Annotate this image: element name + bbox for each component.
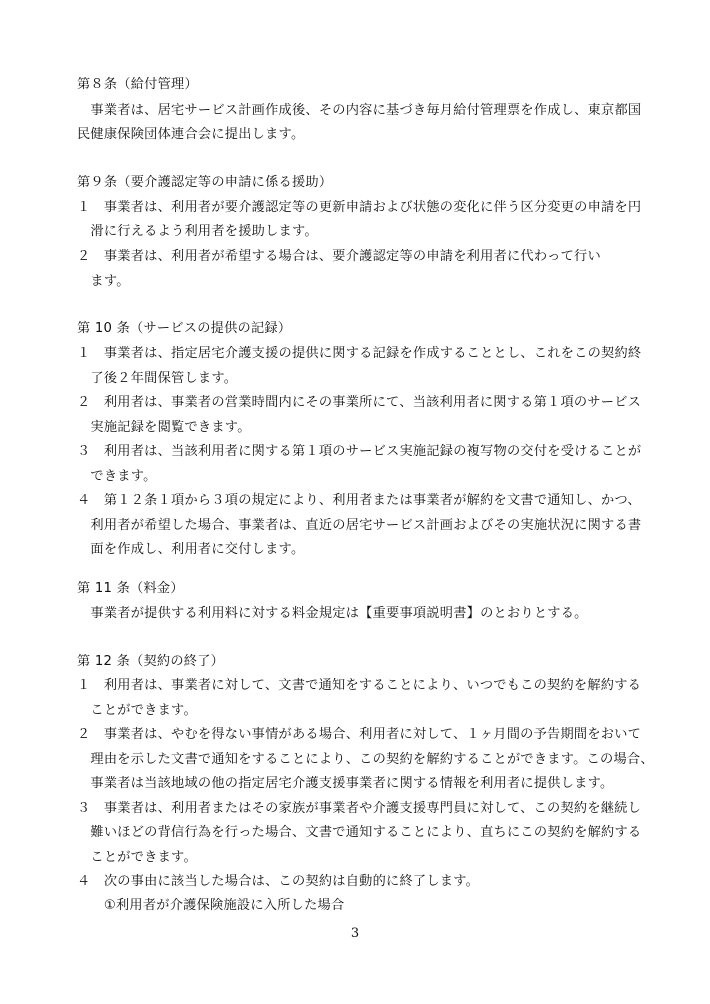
article-10-item-3: できます。 <box>77 469 157 484</box>
article-10-item-4: 利用者が希望した場合、事業者は、直近の居宅サービス計画およびその実施状況に関する書 <box>77 518 642 533</box>
article-9-item-1: １ 事業者は、利用者が要介護認定等の更新申請および状態の変化に伴う区分変更の申請を円 <box>77 200 642 215</box>
article-12-item-2: 事業者は当該地域の他の指定居宅介護支援事業者に関する情報を利用者に提供します。 <box>77 776 614 791</box>
article-8-text: 民健康保険団体連合会に提出します。 <box>77 127 305 142</box>
article-10-item-4: ４ 第１２条１項から３項の規定により、利用者または事業者が解約を文書で通知し、かつ、 <box>77 493 641 508</box>
article-12-heading: 第 12 条（契約の終了） <box>77 654 225 669</box>
article-10-item-2: 実施記録を閲覧できます。 <box>77 420 251 435</box>
article-11-heading: 第 11 条（料金） <box>77 581 184 596</box>
article-9-item-1: 滑に行えるよう利用者を援助します。 <box>77 224 318 239</box>
page-number: 3 <box>350 926 360 941</box>
article-12-item-2: ２ 事業者は、やむを得ない事情がある場合、利用者に対して、１ヶ月間の予告期間をおいて <box>77 727 642 742</box>
article-9-item-2: ２ 事業者は、利用者が希望する場合は、要介護認定等の申請を利用者に代わって行い <box>77 249 601 264</box>
article-10-item-4: 面を作成し、利用者に交付します。 <box>77 542 305 557</box>
article-12-item-3: ３ 事業者は、利用者またはその家族が事業者や介護支援専門員に対して、この契約を継続し <box>77 801 642 816</box>
article-12-item-3: 難いほどの背信行為を行った場合、文書で通知することにより、直ちにこの契約を解約する <box>77 825 642 840</box>
article-12-item-1: ことができます。 <box>77 703 197 718</box>
article-10-item-1: 了後２年間保管します。 <box>77 371 238 386</box>
article-10-item-1: １ 事業者は、指定居宅介護支援の提供に関する記録を作成することとし、これをこの契約終 <box>77 346 642 361</box>
article-8-heading: 第８条（給付管理） <box>77 77 198 92</box>
article-12-item-4-sub-1: ①利用者が介護保険施設に入所した場合 <box>77 898 345 913</box>
article-12-item-2: 理由を示した文書で通知をすることにより、この契約を解約することができます。この場合、 <box>77 752 654 767</box>
article-10-item-2: ２ 利用者は、事業者の営業時間内にその事業所にて、当該利用者に関する第１項のサービス <box>77 395 642 410</box>
article-10-heading: 第 10 条（サービスの提供の記録） <box>77 321 292 336</box>
article-11-text: 事業者が提供する利用料に対する料金規定は【重要事項説明書】のとおりとする。 <box>77 606 588 621</box>
article-12-item-1: １ 利用者は、事業者に対して、文書で通知をすることにより、いつでもこの契約を解約する <box>77 678 642 693</box>
article-9-heading: 第９条（要介護認定等の申請に係る援助） <box>77 175 333 190</box>
article-9-item-2: ます。 <box>77 274 130 289</box>
article-12-item-3: ことができます。 <box>77 850 197 865</box>
article-10-item-3: ３ 利用者は、当該利用者に関する第１項のサービス実施記録の複写物の交付を受けることが <box>77 444 642 459</box>
article-12-item-4: ４ 次の事由に該当した場合は、この契約は自動的に終了します。 <box>77 874 480 889</box>
article-8-text: 事業者は、居宅サービス計画作成後、その内容に基づき毎月給付管理票を作成し、東京都国 <box>77 103 642 118</box>
